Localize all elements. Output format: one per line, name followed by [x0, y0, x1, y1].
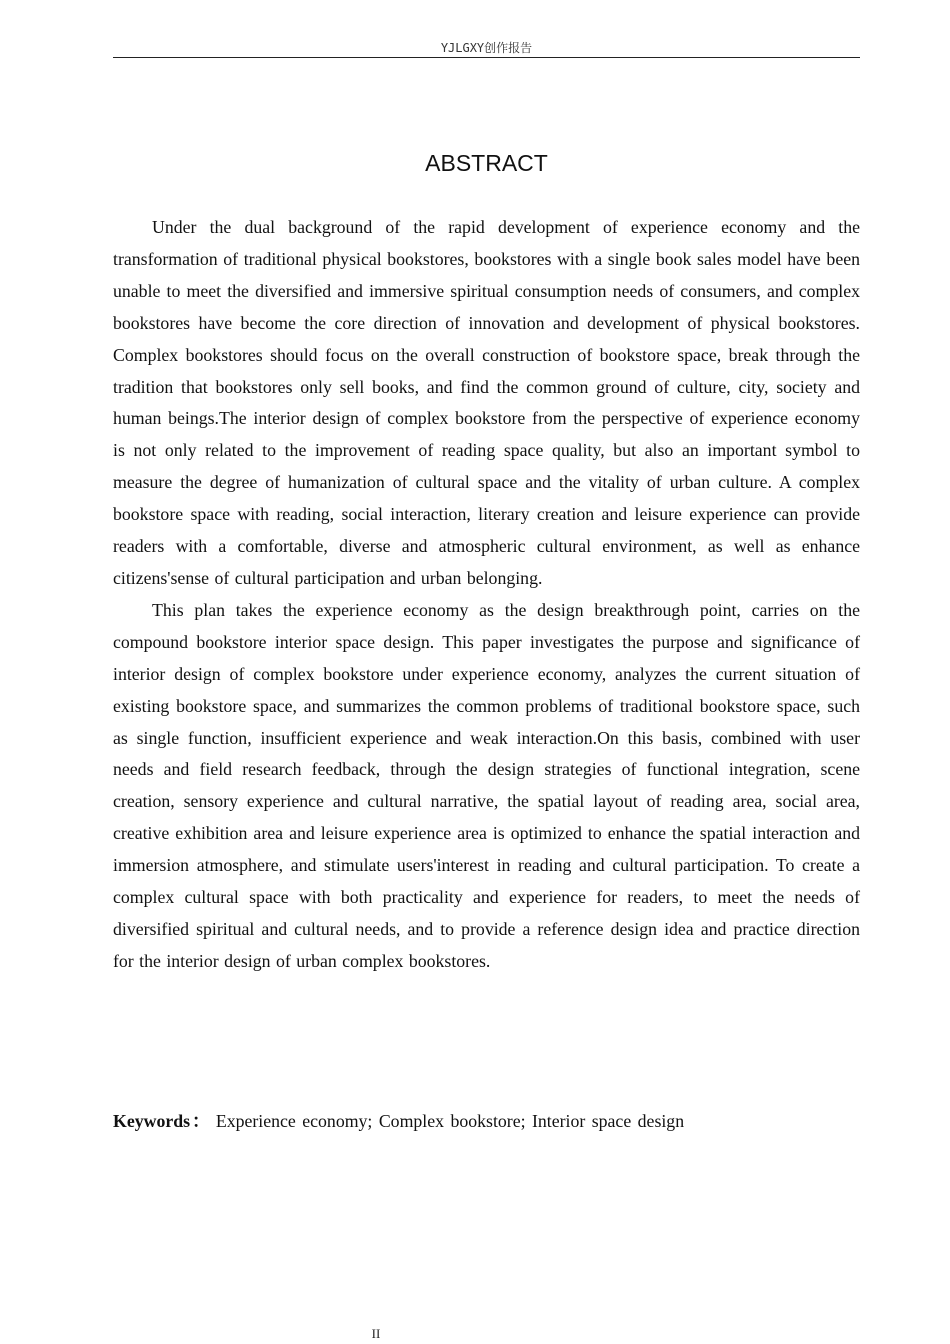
keywords-line: [113, 1106, 860, 1138]
abstract-title: ABSTRACT: [425, 150, 548, 176]
keywords-label: Keywords: [113, 1111, 191, 1131]
page-number: II: [371, 1326, 381, 1341]
abstract-paragraph-1: Under the dual background of the rapid development of experience economy and the transformation of traditional physical bookstores, bookstores with a single book sales model have been unable to meet the diversified and immersive spiritual consumption needs of consumers, and complex bookstores have become the core direction of innovation and development of physical bookstores. Complex bookstores should focus on the overall construction of bookstore space, break through the tradition that bookstores only sell books, and find the common ground of culture, city, society and human beings.The interior design of complex bookstore from the perspective of experience economy is not only related to the improvement of reading space quality, but also an important symbol to measure the degree of humanization of cultural space and the vitality of urban culture. A complex bookstore space with reading, social interaction, literary creation and leisure experience can provide readers with a comfortable, diverse and atmospheric cultural environment, as well as enhance citizens'sense of cultural participation and urban belonging.: [113, 217, 860, 588]
abstract-body: [113, 212, 860, 978]
abstract-paragraph-2: This plan takes the experience economy as the design breakthrough point, carries on the compound bookstore interior space design. This paper investigates the purpose and significance of interior design of complex bookstore under experience economy, analyzes the current situation of existing bookstore space, and summarizes the common problems of traditional bookstore space, such as single function, insufficient experience and weak interaction.On this basis, combined with user needs and field research feedback, through the design strategies of functional integration, scene creation, sensory experience and cultural narrative, the spatial layout of reading area, social area, creative exhibition area and leisure experience area is optimized to enhance the spatial interaction and immersion atmosphere, and stimulate users'interest in reading and cultural participation. To create a complex cultural space with both practicality and experience for readers, to meet the needs of diversified spiritual and cultural needs, and to provide a reference design idea and practice direction for the interior design of urban complex bookstores.: [113, 599, 860, 971]
page-header: YJLGXY创作报告: [113, 40, 860, 58]
keywords-separator: ：: [192, 1111, 210, 1131]
keywords-text: Experience economy; Complex bookstore; Interior space design: [215, 1111, 685, 1131]
